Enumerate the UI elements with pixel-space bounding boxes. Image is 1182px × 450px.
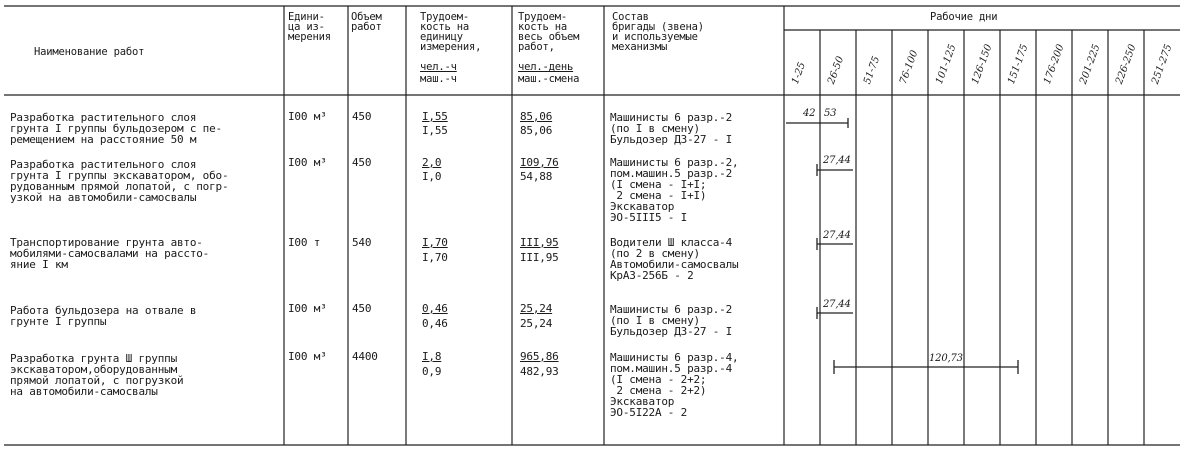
crew-composition: Машинисты 6 разр.-2 (по I в смену) Бульдозер ДЗ-27 - I xyxy=(610,303,733,338)
header-labor-unit-num: чел.-ч xyxy=(420,61,457,73)
day-range-label: 26-50 xyxy=(826,54,847,86)
bar-label: 27,44 xyxy=(823,155,851,166)
work-name: Разработка растительного слоя грунта I группы экскаватором, обо- рудованным прямой лопатой, с погр- узкой на автомобили-самосвалы xyxy=(10,158,229,204)
schedule-bar-row-1 xyxy=(786,118,848,128)
labor-total-den: 25,24 xyxy=(520,317,553,330)
bar-label: 42 xyxy=(803,108,816,119)
header-name: Наименование работ xyxy=(34,46,145,58)
labor-unit-den: I,0 xyxy=(422,170,442,183)
work-unit: I00 м³ xyxy=(288,350,327,363)
work-name: Разработка грунта Ш группы экскаватором,оборудованным прямой лопатой, с погрузкой на автомобили-самосвалы xyxy=(10,352,184,398)
day-range-label: 176-200 xyxy=(1042,42,1067,86)
header-work-days: Рабочие дни xyxy=(930,11,998,23)
crew-composition: Машинисты 6 разр.-2 (по I в смену) Бульдозер ДЗ-27 - I xyxy=(610,111,733,146)
day-range-label: 101-125 xyxy=(934,42,959,86)
work-unit: I00 т xyxy=(288,236,321,249)
header-crew: Состав бригады (звена) и используемые механизмы xyxy=(612,11,704,53)
day-range-label: 201-225 xyxy=(1078,42,1103,86)
crew-composition: Машинисты 6 разр.-4, пом.машин.5 разр.-4 (I смена - 2+2; 2 смена - 2+2) Экскаватор ЭО-5I22А - 2 xyxy=(610,351,739,419)
schedule-bar-row-5 xyxy=(834,360,1018,374)
day-range-label: 126-150 xyxy=(970,42,995,86)
labor-unit-den: 0,46 xyxy=(422,317,448,330)
labor-total-num: I09,76 xyxy=(520,156,559,169)
labor-total-den: III,95 xyxy=(520,251,559,264)
day-range-label: 151-175 xyxy=(1006,42,1031,86)
header-unit: Едини- ца из- мерения xyxy=(288,11,331,43)
labor-unit-num: 0,46 xyxy=(422,302,448,315)
bar-label: 27,44 xyxy=(823,299,851,310)
work-volume: 450 xyxy=(352,302,372,315)
header-labor-total-den: маш.-смена xyxy=(518,73,580,85)
labor-total-den: 482,93 xyxy=(520,365,559,378)
labor-unit-den: I,55 xyxy=(422,124,448,137)
day-range-label: 76-100 xyxy=(898,48,921,86)
work-volume: 540 xyxy=(352,236,372,249)
header-labor-total-num: чел.-день xyxy=(518,61,574,73)
work-name: Транспортирование грунта авто- мобилями-самосвалами на рассто- яние I км xyxy=(10,236,210,271)
bar-label: 53 xyxy=(824,108,837,119)
labor-total-num: III,95 xyxy=(520,236,559,249)
work-unit: I00 м³ xyxy=(288,302,327,315)
header-labor-unit-den: маш.-ч xyxy=(420,73,457,85)
day-range-label: 251-275 xyxy=(1150,42,1175,86)
labor-unit-num: I,55 xyxy=(422,110,448,123)
labor-unit-den: 0,9 xyxy=(422,365,442,378)
work-name: Работа бульдозера на отвале в грунте I группы xyxy=(10,304,197,328)
labor-total-num: 965,86 xyxy=(520,350,559,363)
crew-composition: Водители Ш класса-4 (по 2 в смену) Автомобили-самосвалы КрАЗ-256Б - 2 xyxy=(610,236,739,282)
work-unit: I00 м³ xyxy=(288,156,327,169)
header-labor-unit: Трудоем- кость на единицу измерения, xyxy=(420,11,482,53)
labor-total-num: 85,06 xyxy=(520,110,553,123)
work-volume: 450 xyxy=(352,110,372,123)
header-labor-total: Трудоем- кость на весь объем работ, xyxy=(518,11,580,53)
labor-unit-num: I,70 xyxy=(422,236,448,249)
labor-unit-num: I,8 xyxy=(422,350,442,363)
crew-composition: Машинисты 6 разр.-2, пом.машин.5 разр.-2 (I смена - I+I; 2 смена - I+I) Экскаватор ЭО-5III5 - I xyxy=(610,156,739,224)
work-volume: 450 xyxy=(352,156,372,169)
header-volume: Объем работ xyxy=(351,11,382,33)
bar-label: 27,44 xyxy=(823,230,851,241)
day-range-label: 1-25 xyxy=(790,60,809,86)
labor-total-den: 54,88 xyxy=(520,170,553,183)
labor-total-num: 25,24 xyxy=(520,302,553,315)
day-range-label: 226-250 xyxy=(1114,42,1139,86)
work-name: Разработка растительного слоя грунта I группы бульдозером с пе- ремещением на расстояние 50 м xyxy=(10,111,222,146)
work-volume: 4400 xyxy=(352,350,378,363)
work-unit: I00 м³ xyxy=(288,110,327,123)
labor-unit-num: 2,0 xyxy=(422,156,442,169)
bar-label: 120,73 xyxy=(929,353,963,364)
day-range-label: 51-75 xyxy=(862,54,883,86)
labor-unit-den: I,70 xyxy=(422,251,448,264)
labor-total-den: 85,06 xyxy=(520,124,553,137)
